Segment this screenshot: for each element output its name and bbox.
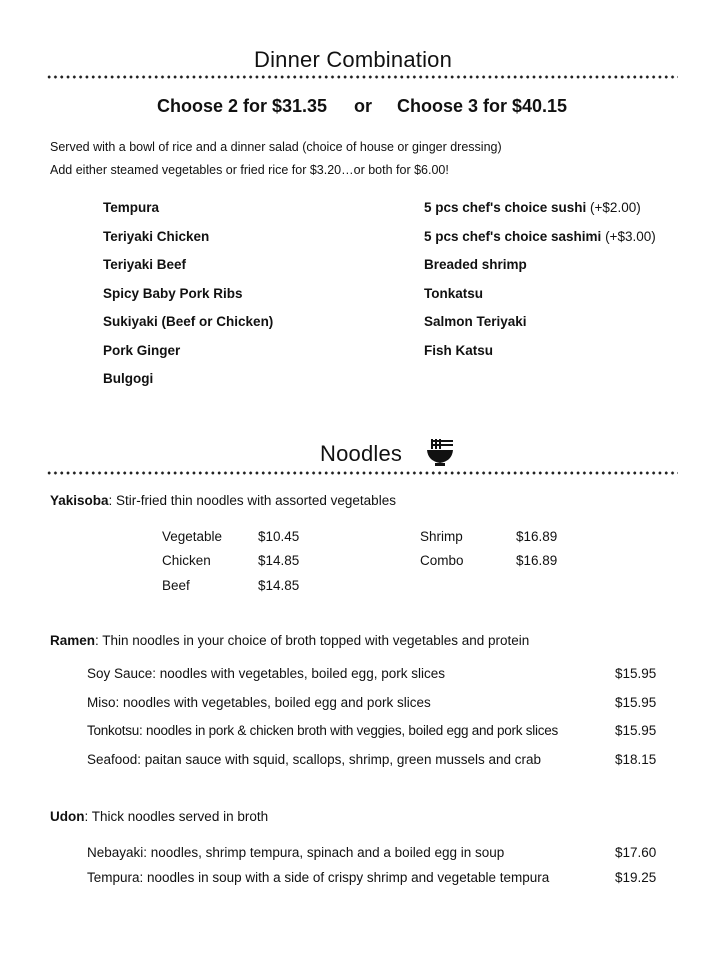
ramen-item: Miso: noodles with vegetables, boiled egg and pork slices — [87, 695, 431, 710]
combo-item: Teriyaki Chicken — [103, 229, 210, 244]
udon-header — [50, 809, 268, 824]
choose-2-price: Choose 2 for $31.35 — [157, 96, 328, 116]
combo-item: Teriyaki Beef — [103, 257, 187, 272]
surcharge: (+$2.00) — [590, 200, 641, 215]
yakisoba-price: $10.45 — [258, 529, 300, 544]
combo-item: Tonkatsu — [424, 286, 484, 301]
yakisoba-price: $14.85 — [258, 553, 300, 568]
yakisoba-option: Shrimp — [420, 529, 463, 544]
section-name: Udon — [50, 809, 85, 824]
ramen-header — [50, 633, 529, 648]
combo-item: Pork Ginger — [103, 343, 181, 358]
yakisoba-option: Chicken — [162, 553, 211, 568]
section-name: Ramen — [50, 633, 96, 648]
udon-item: Tempura: noodles in soup with a side of crispy shrimp and vegetable tempura — [87, 870, 550, 885]
yakisoba-price: $14.85 — [258, 578, 300, 593]
add-on-note: Add either steamed vegetables or fried rice for $3.20…or both for $6.00! — [50, 163, 449, 177]
ramen-item: Tonkotsu: noodles in pork & chicken broth with veggies, boiled egg and pork slices — [87, 723, 559, 738]
ramen-item: Soy Sauce: noodles with vegetables, boiled egg, pork slices — [87, 666, 445, 681]
dotted-divider — [46, 75, 678, 79]
served-with-note: Served with a bowl of rice and a dinner salad (choice of house or ginger dressing) — [50, 140, 502, 154]
udon-price: $17.60 — [615, 845, 657, 860]
or-separator: or — [354, 96, 372, 116]
section-name: Yakisoba — [50, 493, 109, 508]
combo-item: Sukiyaki (Beef or Chicken) — [103, 314, 274, 329]
ramen-price: $15.95 — [615, 666, 657, 681]
dotted-divider — [46, 471, 678, 475]
combo-item: 5 pcs chef's choice sushi (+$2.00) — [424, 200, 641, 215]
dinner-combination-title: Dinner Combination — [254, 47, 453, 72]
ramen-item: Seafood: paitan sauce with squid, scallops, shrimp, green mussels and crab — [87, 752, 541, 767]
combo-item: Fish Katsu — [424, 343, 494, 358]
yakisoba-header — [50, 493, 396, 508]
ramen-price: $18.15 — [615, 752, 657, 767]
udon-price: $19.25 — [615, 870, 657, 885]
ramen-price: $15.95 — [615, 723, 657, 738]
combo-item: Salmon Teriyaki — [424, 314, 527, 329]
section-description: : Thick noodles served in broth — [84, 809, 269, 824]
choose-3-price: Choose 3 for $40.15 — [397, 96, 568, 116]
yakisoba-option: Combo — [420, 553, 464, 568]
noodles-title: Noodles — [320, 441, 403, 466]
yakisoba-price: $16.89 — [516, 529, 558, 544]
combo-item: Spicy Baby Pork Ribs — [103, 286, 243, 301]
yakisoba-option: Vegetable — [162, 529, 223, 544]
surcharge: (+$3.00) — [605, 229, 656, 244]
yakisoba-price: $16.89 — [516, 553, 558, 568]
section-description: : Thin noodles in your choice of broth topped with vegetables and protein — [95, 633, 530, 648]
combo-item: Breaded shrimp — [424, 257, 527, 272]
noodle-bowl-icon — [425, 437, 455, 467]
combo-item: Bulgogi — [103, 371, 154, 386]
section-description: : Stir-fried thin noodles with assorted vegetables — [108, 493, 396, 508]
yakisoba-option: Beef — [162, 578, 190, 593]
ramen-price: $15.95 — [615, 695, 657, 710]
combo-item: 5 pcs chef's choice sashimi (+$3.00) — [424, 229, 656, 244]
combo-item: Tempura — [103, 200, 160, 215]
udon-item: Nebayaki: noodles, shrimp tempura, spinach and a boiled egg in soup — [87, 845, 505, 860]
